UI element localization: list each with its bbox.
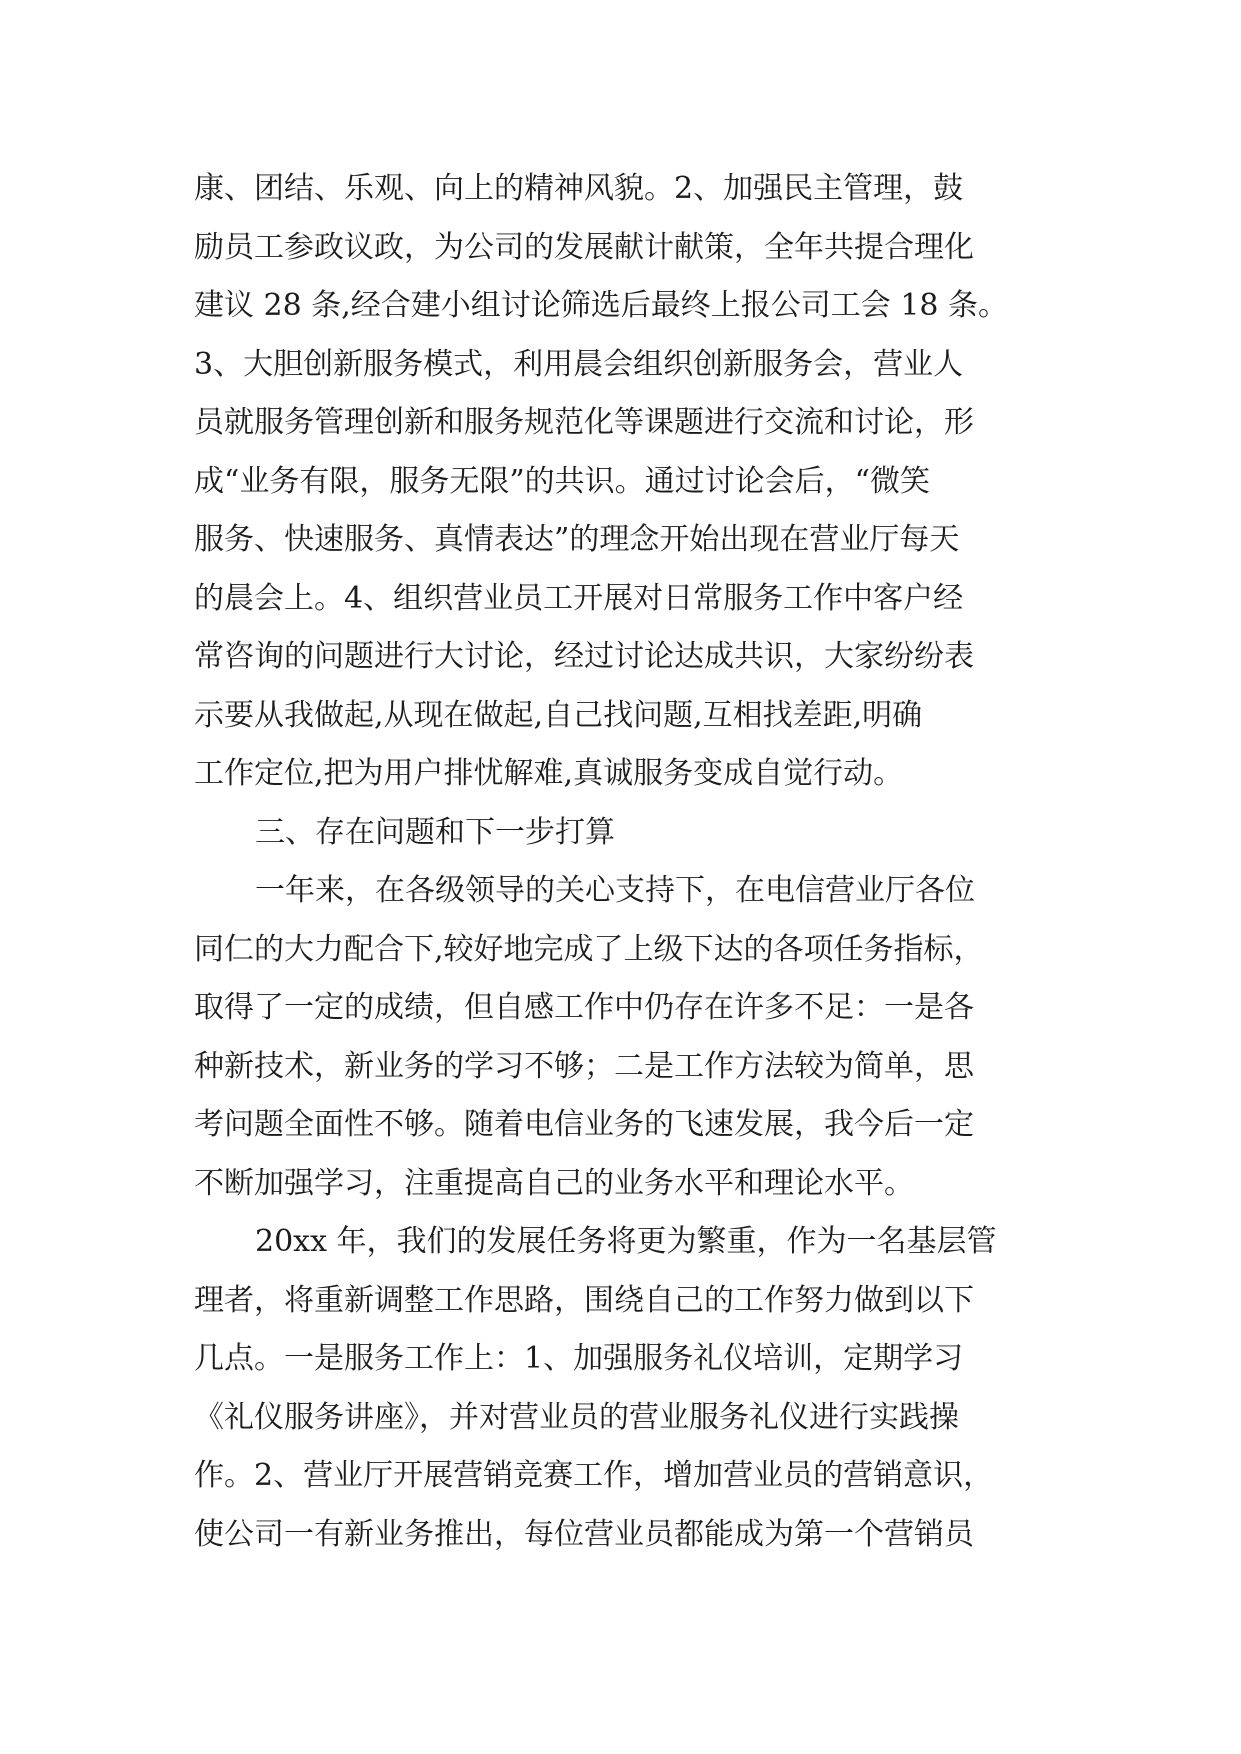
text-line: 取得了一定的成绩，但自感工作中仍存在许多不足：一是各 [194, 990, 974, 1025]
text-line: 作。2、营业厅开展营销竞赛工作，增加营业员的营销意识， [194, 1458, 994, 1493]
text-line: 几点。一是服务工作上：1、加强服务礼仪培训，定期学习 [194, 1341, 964, 1376]
paragraph-start-line: 20xx 年，我们的发展任务将更为繁重，作为一名基层管 [255, 1224, 997, 1259]
paragraph-start-line: 一年来，在各级领导的关心支持下，在电信营业厅各位 [255, 873, 975, 908]
text-line: 员就服务管理创新和服务规范化等课题进行交流和讨论，形 [194, 405, 974, 440]
text-line: 常咨询的问题进行大讨论，经过讨论达成共识，大家纷纷表 [194, 639, 974, 674]
text-line: 的晨会上。4、组织营业员工开展对日常服务工作中客户经 [194, 580, 964, 616]
text-line: 建议 28 条,经合建小组讨论筛选后最终上报公司工会 18 条。 [194, 288, 1009, 323]
text-line: 服务、快速服务、真情表达”的理念开始出现在营业厅每天 [194, 522, 960, 557]
body-text [194, 160, 1054, 1564]
text-line: 工作定位,把为用户排忧解难,真诚服务变成自觉行动。 [194, 756, 904, 791]
paragraph-start-line: 三、存在问题和下一步打算 [255, 814, 615, 850]
text-line: 成“业务有限，服务无限”的共识。通过讨论会后，“微笑 [194, 463, 931, 499]
text-line: 励员工参政议政，为公司的发展献计献策，全年共提合理化 [194, 229, 974, 265]
text-line: 种新技术，新业务的学习不够；二是工作方法较为简单，思 [194, 1048, 974, 1084]
text-line: 使公司一有新业务推出，每位营业员都能成为第一个营销员 [194, 1516, 974, 1552]
text-line: 不断加强学习，注重提高自己的业务水平和理论水平。 [194, 1165, 914, 1201]
text-line: 康、团结、乐观、向上的精神风貌。2、加强民主管理，鼓 [194, 171, 964, 206]
text-line: 考问题全面性不够。随着电信业务的飞速发展，我今后一定 [194, 1107, 974, 1142]
text-line: 示要从我做起,从现在做起,自己找问题,互相找差距,明确 [194, 697, 923, 733]
text-line: 3、大胆创新服务模式，利用晨会组织创新服务会，营业人 [194, 346, 964, 382]
text-line: 《礼仪服务讲座》，并对营业员的营业服务礼仪进行实践操 [194, 1399, 959, 1435]
text-line: 同仁的大力配合下,较好地完成了上级下达的各项任务指标， [194, 931, 984, 967]
text-line: 理者，将重新调整工作思路，围绕自己的工作努力做到以下 [194, 1282, 974, 1318]
